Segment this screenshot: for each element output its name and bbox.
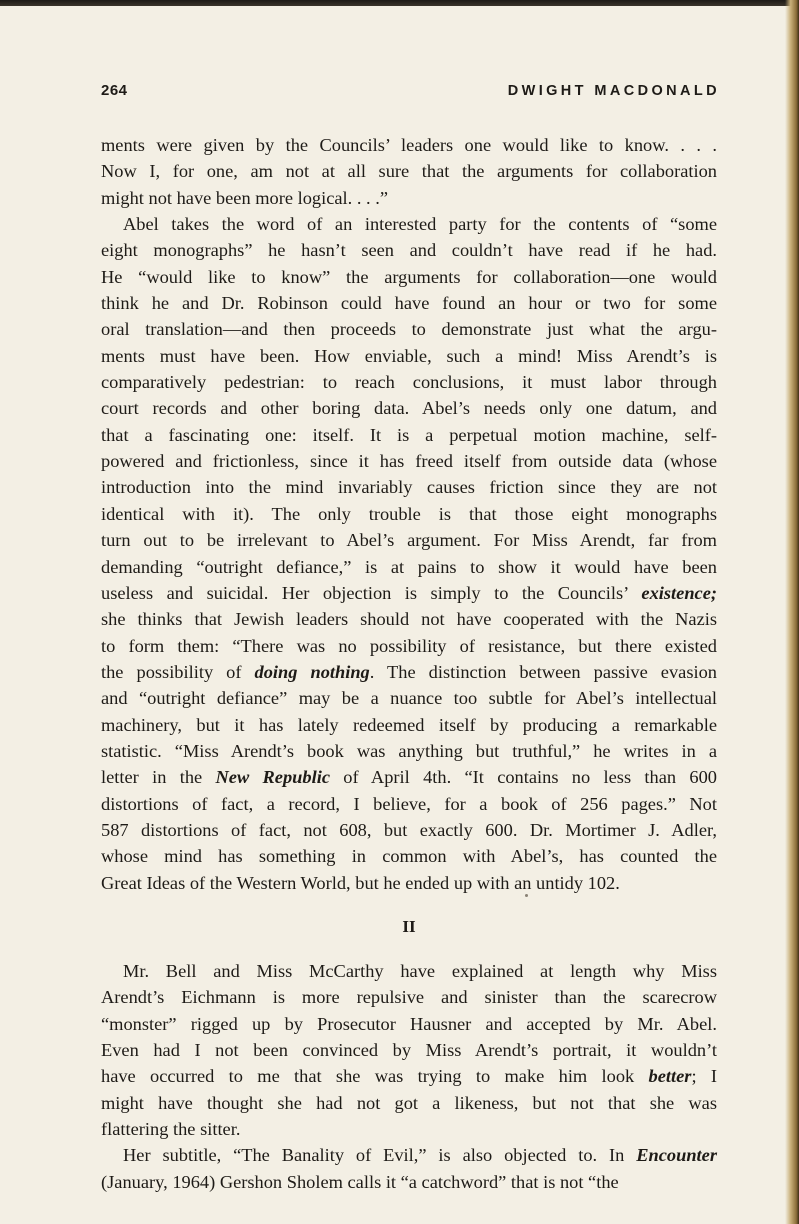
- text-span: of April 4th. “It contains no less than 600: [329, 767, 717, 788]
- text-span: ments were given by the Councils’ leaders one would like to know. . . .: [101, 135, 717, 155]
- book-page: [101, 82, 720, 1195]
- book-spine-edge: [785, 0, 799, 1224]
- text-line: [101, 817, 717, 843]
- text-span: Arendt’s Eichmann is more repulsive and sinister than the scarecrow: [101, 987, 717, 1008]
- page-number: 264: [101, 82, 128, 99]
- text-span: she thinks that Jewish leaders should not have cooperated with the Nazis: [101, 609, 717, 630]
- text-span: Great Ideas of the Western World, but he ended up with an untidy 102.: [101, 872, 620, 893]
- text-span: useless and suicidal. Her objection is simply to the Councils’: [101, 582, 642, 603]
- text-line: [101, 422, 717, 448]
- text-line: [101, 501, 717, 527]
- text-line: [101, 633, 717, 659]
- text-line: [101, 158, 717, 184]
- text-line: [101, 580, 717, 606]
- text-span: might not have been more logical. . . .”: [101, 187, 389, 208]
- text-span: turn out to be irrelevant to Abel’s argument. For Miss Arendt, far from: [101, 530, 717, 551]
- italic-text: existence;: [641, 582, 717, 603]
- text-line: [101, 1090, 717, 1116]
- text-line: [101, 870, 717, 896]
- text-after-section-break: [101, 958, 717, 1195]
- text-span: introduction into the mind invariably causes friction since they are not: [101, 477, 717, 498]
- text-span: demanding “outright defiance,” is at pains to show it would have been: [101, 556, 717, 577]
- text-line: [101, 237, 717, 263]
- text-line: [101, 395, 717, 421]
- text-span: Her subtitle, “The Banality of Evil,” is also objected to. In: [123, 1145, 637, 1166]
- text-span: Now I, for one, am not at all sure that the arguments for collaboration: [101, 161, 717, 182]
- text-line: [101, 1142, 717, 1168]
- text-span: statistic. “Miss Arendt’s book was anything but truthful,” he writes in a: [101, 740, 717, 761]
- text-span: court records and other boring data. Abel’s needs only one datum, and: [101, 398, 717, 419]
- paragraph: [101, 1142, 717, 1195]
- text-span: comparatively pedestrian: to reach conclusions, it must labor through: [101, 372, 717, 393]
- text-span: eight monographs” he hasn’t seen and couldn’t have read if he had.: [101, 240, 717, 261]
- italic-text: doing nothing: [254, 661, 370, 682]
- text-line: [101, 685, 717, 711]
- text-span: “monster” rigged up by Prosecutor Hausner and accepted by Mr. Abel.: [101, 1013, 717, 1034]
- text-line: [101, 1116, 717, 1142]
- text-span: might have thought she had not got a likeness, but not that she was: [101, 1092, 717, 1113]
- italic-text: Encounter: [636, 1145, 717, 1166]
- text-span: the possibility of: [101, 661, 255, 682]
- text-span: oral translation—and then proceeds to demonstrate just what the argu-: [101, 319, 717, 340]
- text-line: [101, 1011, 717, 1037]
- text-line: [101, 1063, 717, 1089]
- text-line: [101, 211, 717, 237]
- paragraph: [101, 958, 717, 1142]
- text-line: [101, 606, 717, 632]
- text-span: 587 distortions of fact, not 608, but exactly 600. Dr. Mortimer J. Adler,: [101, 819, 717, 840]
- running-head-author: DWIGHT MACDONALD: [507, 83, 720, 99]
- text-span: . The distinction between passive evasion: [369, 661, 717, 682]
- text-before-section-break: [101, 132, 717, 896]
- text-line: [101, 1169, 717, 1195]
- text-line: [101, 316, 717, 342]
- text-span: think he and Dr. Robinson could have found an hour or two for some: [101, 293, 717, 314]
- text-span: flattering the sitter.: [101, 1119, 241, 1140]
- text-line: [101, 290, 717, 316]
- text-line: [101, 764, 717, 790]
- text-span: letter in the: [101, 767, 216, 788]
- text-span: ments must have been. How enviable, such a mind! Miss Arendt’s is: [101, 345, 717, 366]
- running-head: [101, 82, 720, 112]
- text-line: [101, 448, 717, 474]
- text-line: [101, 984, 717, 1010]
- text-line: [101, 554, 717, 580]
- text-span: Abel takes the word of an interested party for the contents of “some: [123, 214, 717, 235]
- body-text: [101, 132, 717, 1195]
- text-span: powered and frictionless, since it has freed itself from outside data (whose: [101, 451, 717, 472]
- paragraph: [101, 132, 717, 211]
- text-line: [101, 958, 717, 984]
- paragraph: [101, 211, 717, 896]
- text-line: [101, 527, 717, 553]
- text-span: machinery, but it has lately redeemed itself by producing a remarkable: [101, 714, 717, 735]
- section-heading: [101, 896, 717, 958]
- text-line: [101, 738, 717, 764]
- text-span: ; I: [691, 1066, 717, 1087]
- text-span: (January, 1964) Gershon Sholem calls it “a catchword” that is not “the: [101, 1171, 619, 1192]
- text-line: [101, 791, 717, 817]
- italic-text: better: [648, 1066, 692, 1087]
- text-span: to form them: “There was no possibility of resistance, but there existed: [101, 635, 717, 656]
- text-span: identical with it). The only trouble is that those eight monographs: [101, 503, 717, 524]
- text-span: whose mind has something in common with Abel’s, has counted the: [101, 846, 717, 867]
- page-top-shadow: [0, 0, 799, 6]
- text-span: distortions of fact, a record, I believe, for a book of 256 pages.” Not: [101, 793, 717, 814]
- text-span: that a fascinating one: itself. It is a perpetual motion machine, self-: [101, 424, 717, 445]
- text-span: and “outright defiance” may be a nuance too subtle for Abel’s intellectual: [101, 688, 717, 709]
- text-span: Even had I not been convinced by Miss Arendt’s portrait, it wouldn’t: [101, 1040, 717, 1060]
- text-span: have occurred to me that she was trying to make him look: [101, 1066, 649, 1087]
- text-line: [101, 843, 717, 869]
- text-line: [101, 712, 717, 738]
- text-line: [101, 185, 717, 211]
- text-line: [101, 1037, 717, 1063]
- section-number: II: [402, 916, 416, 936]
- text-line: [101, 264, 717, 290]
- text-line: [101, 369, 717, 395]
- text-line: [101, 474, 717, 500]
- text-line: [101, 343, 717, 369]
- print-speck: [525, 894, 528, 897]
- text-line: [101, 132, 717, 158]
- text-span: He “would like to know” the arguments for collaboration—one would: [101, 266, 717, 287]
- text-line: [101, 659, 717, 685]
- italic-text: New Republic: [215, 767, 330, 788]
- text-span: Mr. Bell and Miss McCarthy have explained at length why Miss: [123, 960, 717, 981]
